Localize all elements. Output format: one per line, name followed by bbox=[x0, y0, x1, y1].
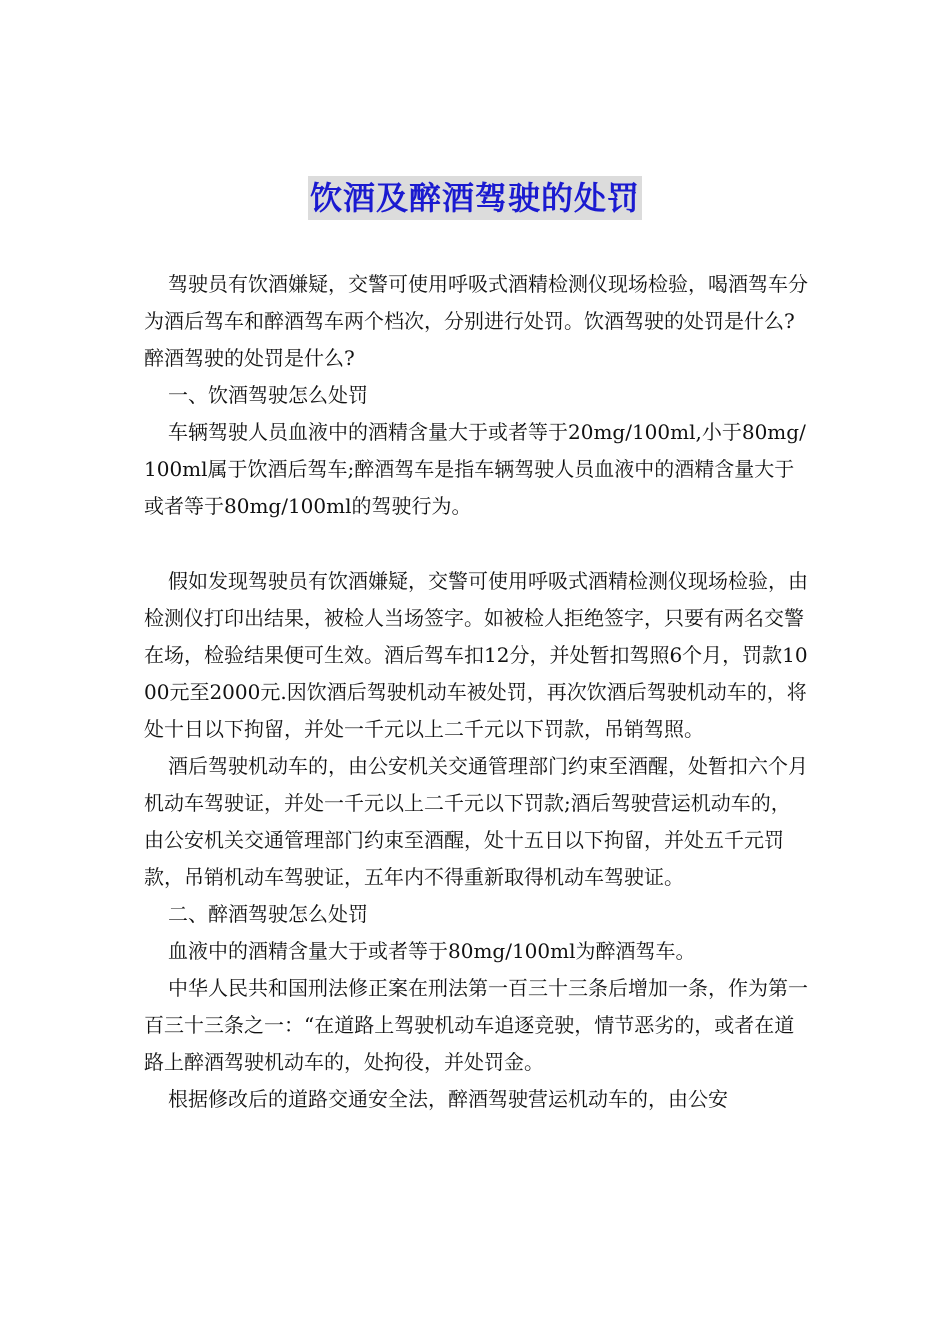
paragraph-severe-definition: 血液中的酒精含量大于或者等于80mg/100ml为醉酒驾车。 bbox=[168, 939, 696, 963]
document-title: 饮酒及醉酒驾驶的处罚 bbox=[308, 176, 642, 220]
section-heading-drunk-driving-severe: 二、醉酒驾驶怎么处罚 bbox=[168, 902, 368, 926]
paragraph-penalty-operating: 酒后驾驶机动车的，由公安机关交通管理部门约束至酒醒，处暂扣六个月机动车驾驶证，并处一千元以上二千元以下罚款;酒后驾驶营运机动车的，由公安机关交通管理部门约束至酒醒，处十五日以下拘留，并处五千元罚款，吊销机动车驾驶证，五年内不得重新取得机动车驾驶证。 bbox=[144, 754, 808, 889]
paragraph-criminal-law: 中华人民共和国刑法修正案在刑法第一百三十三条后增加一条，作为第一百三十三条之一：“在道路上驾驶机动车追逐竞驶，情节恶劣的，或者在道路上醉酒驾驶机动车的，处拘役，并处罚金。 bbox=[144, 976, 808, 1074]
paragraph-traffic-law: 根据修改后的道路交通安全法，醉酒驾驶营运机动车的，由公安 bbox=[168, 1087, 728, 1111]
paragraph-intro: 驾驶员有饮酒嫌疑，交警可使用呼吸式酒精检测仪现场检验，喝酒驾车分为酒后驾车和醉酒驾车两个档次，分别进行处罚。饮酒驾驶的处罚是什么?醉酒驾驶的处罚是什么? bbox=[144, 272, 808, 370]
paragraph-penalty-detail: 假如发现驾驶员有饮酒嫌疑，交警可使用呼吸式酒精检测仪现场检验，由检测仪打印出结果，被检人当场签字。如被检人拒绝签字，只要有两名交警在场，检验结果便可生效。酒后驾车扣12分，并处暂扣驾照6个月，罚款1000元至2000元.因饮酒后驾驶机动车被处罚，再次饮酒后驾驶机动车的，将处十日以下拘留，并处一千元以上二千元以下罚款，吊销驾照。 bbox=[144, 569, 808, 741]
document-body bbox=[144, 266, 808, 1118]
paragraph-definition: 车辆驾驶人员血液中的酒精含量大于或者等于20mg/100ml,小于80mg/100ml属于饮酒后驾车;醉酒驾车是指车辆驾驶人员血液中的酒精含量大于或者等于80mg/100ml的驾驶行为。 bbox=[144, 420, 806, 518]
title-container bbox=[0, 176, 950, 220]
section-heading-drunk-driving-light: 一、饮酒驾驶怎么处罚 bbox=[168, 383, 368, 407]
